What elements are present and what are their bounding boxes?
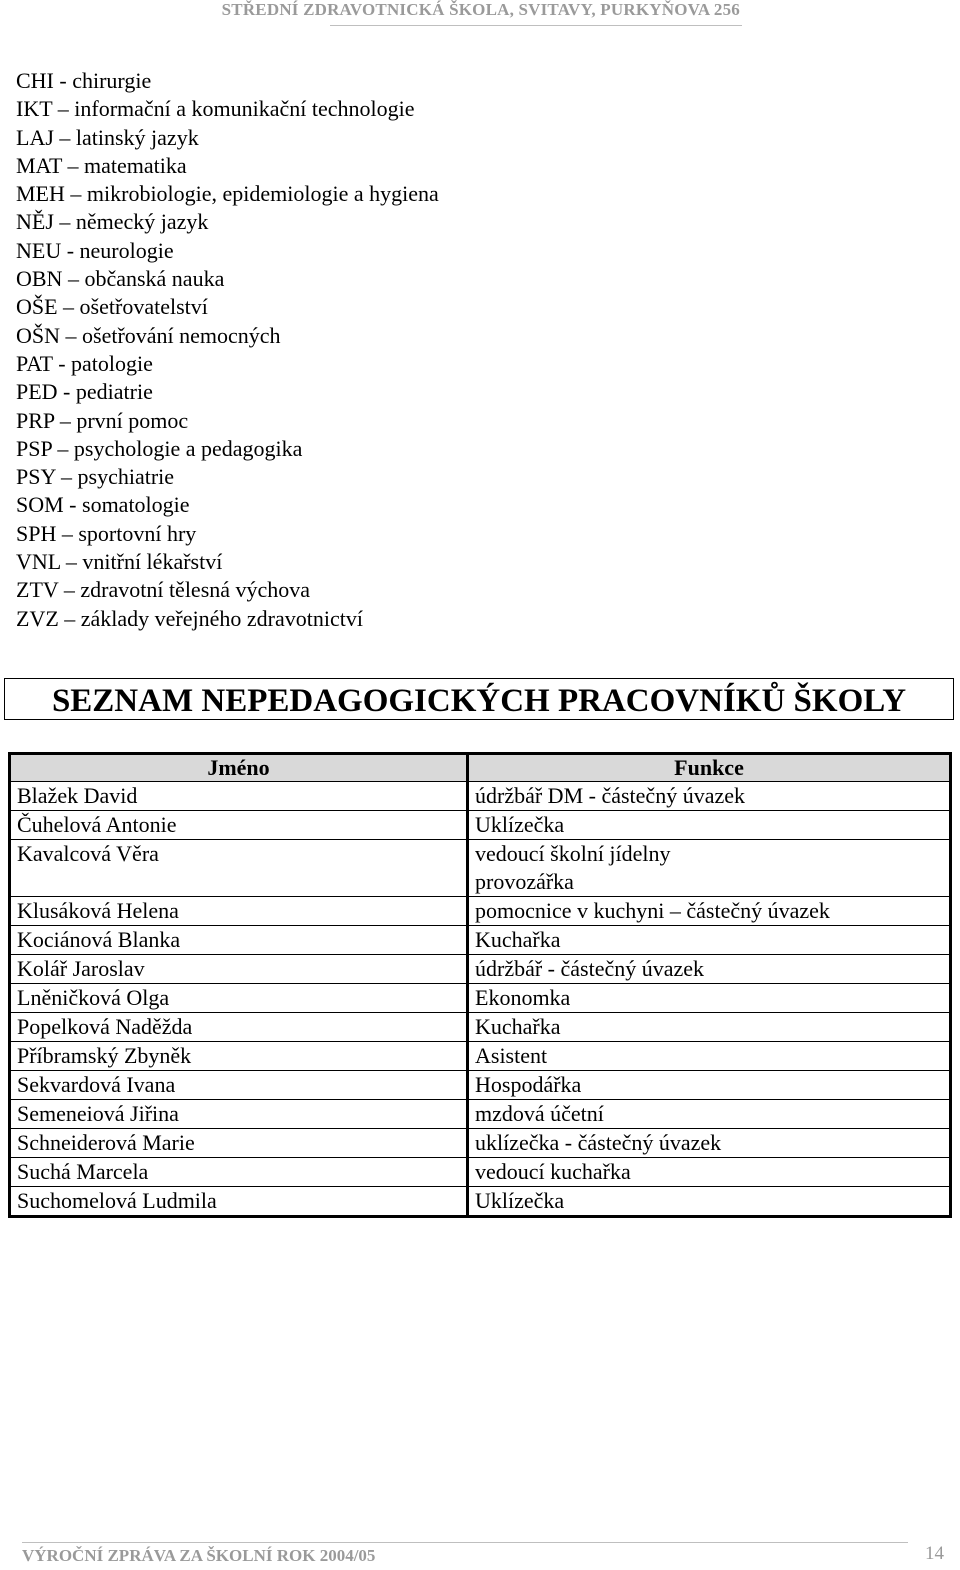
column-header-name: Jméno (10, 754, 468, 782)
staff-role: vedoucí kuchařka (468, 1158, 951, 1187)
page-header: STŘEDNÍ ZDRAVOTNICKÁ ŠKOLA, SVITAVY, PURKYŇOVA 256 (221, 0, 740, 19)
list-item: LAJ – latinský jazyk (16, 124, 199, 150)
footer-report-title: VÝROČNÍ ZPRÁVA ZA ŠKOLNÍ ROK 2004/05 (22, 1546, 376, 1565)
table-row (10, 955, 951, 984)
subject-abbreviation-list (16, 67, 439, 633)
list-item: SPH – sportovní hry (16, 520, 197, 546)
staff-role-secondary: provozářka (475, 869, 574, 894)
staff-role: pomocnice v kuchyni – částečný úvazek (468, 897, 951, 926)
staff-name: Klusáková Helena (10, 897, 468, 926)
table-row (10, 1158, 951, 1187)
staff-name: Příbramský Zbyněk (10, 1042, 468, 1071)
staff-role: Kuchařka (468, 926, 951, 955)
list-item: VNL – vnitřní lékařství (16, 549, 223, 575)
list-item: NEU - neurologie (16, 237, 174, 263)
staff-name: Suchomelová Ludmila (10, 1187, 468, 1217)
staff-name: Kolář Jaroslav (10, 955, 468, 984)
staff-role: vedoucí školní jídelny (475, 841, 671, 866)
list-item: MEH – mikrobiologie, epidemiologie a hygiena (16, 181, 439, 207)
staff-role: Uklízečka (475, 1188, 565, 1213)
list-item: MAT – matematika (16, 152, 187, 178)
staff-role: Hospodářka (468, 1071, 951, 1100)
table-row (10, 782, 951, 811)
list-item: SOM - somatologie (16, 492, 190, 518)
list-item: IKT – informační a komunikační technologie (16, 96, 415, 122)
table-row (10, 1013, 951, 1042)
list-item: PED - pediatrie (16, 379, 153, 405)
staff-name: Kociánová Blanka (10, 926, 468, 955)
staff-role: uklízečka - částečný úvazek (468, 1129, 951, 1158)
list-item: NĚJ – německý jazyk (16, 209, 209, 235)
staff-role: Ekonomka (468, 984, 951, 1013)
table-row (10, 1042, 951, 1071)
table-row (10, 1100, 951, 1129)
table-header-row (10, 754, 951, 782)
table-row (10, 1071, 951, 1100)
list-item: PRP – první pomoc (16, 407, 189, 433)
staff-name: Schneiderová Marie (10, 1129, 468, 1158)
staff-name: Čuhelová Antonie (10, 811, 468, 840)
table-row (10, 1187, 951, 1217)
staff-name: Suchá Marcela (10, 1158, 468, 1187)
list-item: ZTV – zdravotní tělesná výchova (16, 577, 311, 603)
table-row (10, 897, 951, 926)
staff-name: Semeneiová Jiřina (10, 1100, 468, 1129)
staff-role: Asistent (468, 1042, 951, 1071)
list-item: PAT - patologie (16, 350, 153, 376)
staff-name: Popelková Naděžda (10, 1013, 468, 1042)
staff-table (8, 752, 952, 1218)
page-number: 14 (925, 1543, 944, 1564)
list-item: PSY – psychiatrie (16, 464, 175, 490)
footer-divider (22, 1542, 908, 1543)
list-item: CHI - chirurgie (16, 68, 152, 93)
staff-role: mzdová účetní (468, 1100, 951, 1129)
staff-role: údržbář DM - částečný úvazek (468, 782, 951, 811)
table-row (10, 840, 951, 897)
table-row (10, 926, 951, 955)
section-title: SEZNAM NEPEDAGOGICKÝCH PRACOVNÍKŮ ŠKOLY (4, 678, 954, 720)
staff-name: Blažek David (10, 782, 468, 811)
staff-name: Sekvardová Ivana (10, 1071, 468, 1100)
staff-role: Kuchařka (468, 1013, 951, 1042)
staff-role: údržbář - částečný úvazek (468, 955, 951, 984)
list-item: OŠE – ošetřovatelství (16, 294, 208, 320)
staff-role: Uklízečka (468, 811, 951, 840)
list-item: ZVZ – základy veřejného zdravotnictví (16, 605, 363, 631)
list-item: OŠN – ošetřování nemocných (16, 322, 281, 348)
staff-name: Kavalcová Věra (10, 840, 468, 897)
table-row (10, 811, 951, 840)
staff-role-multiline (468, 840, 951, 897)
table-row (10, 984, 951, 1013)
table-row (10, 1129, 951, 1158)
list-item: PSP – psychologie a pedagogika (16, 435, 303, 461)
staff-name: Lněničková Olga (10, 984, 468, 1013)
column-header-role: Funkce (468, 754, 951, 782)
header-divider (330, 25, 742, 26)
list-item: OBN – občanská nauka (16, 266, 225, 292)
